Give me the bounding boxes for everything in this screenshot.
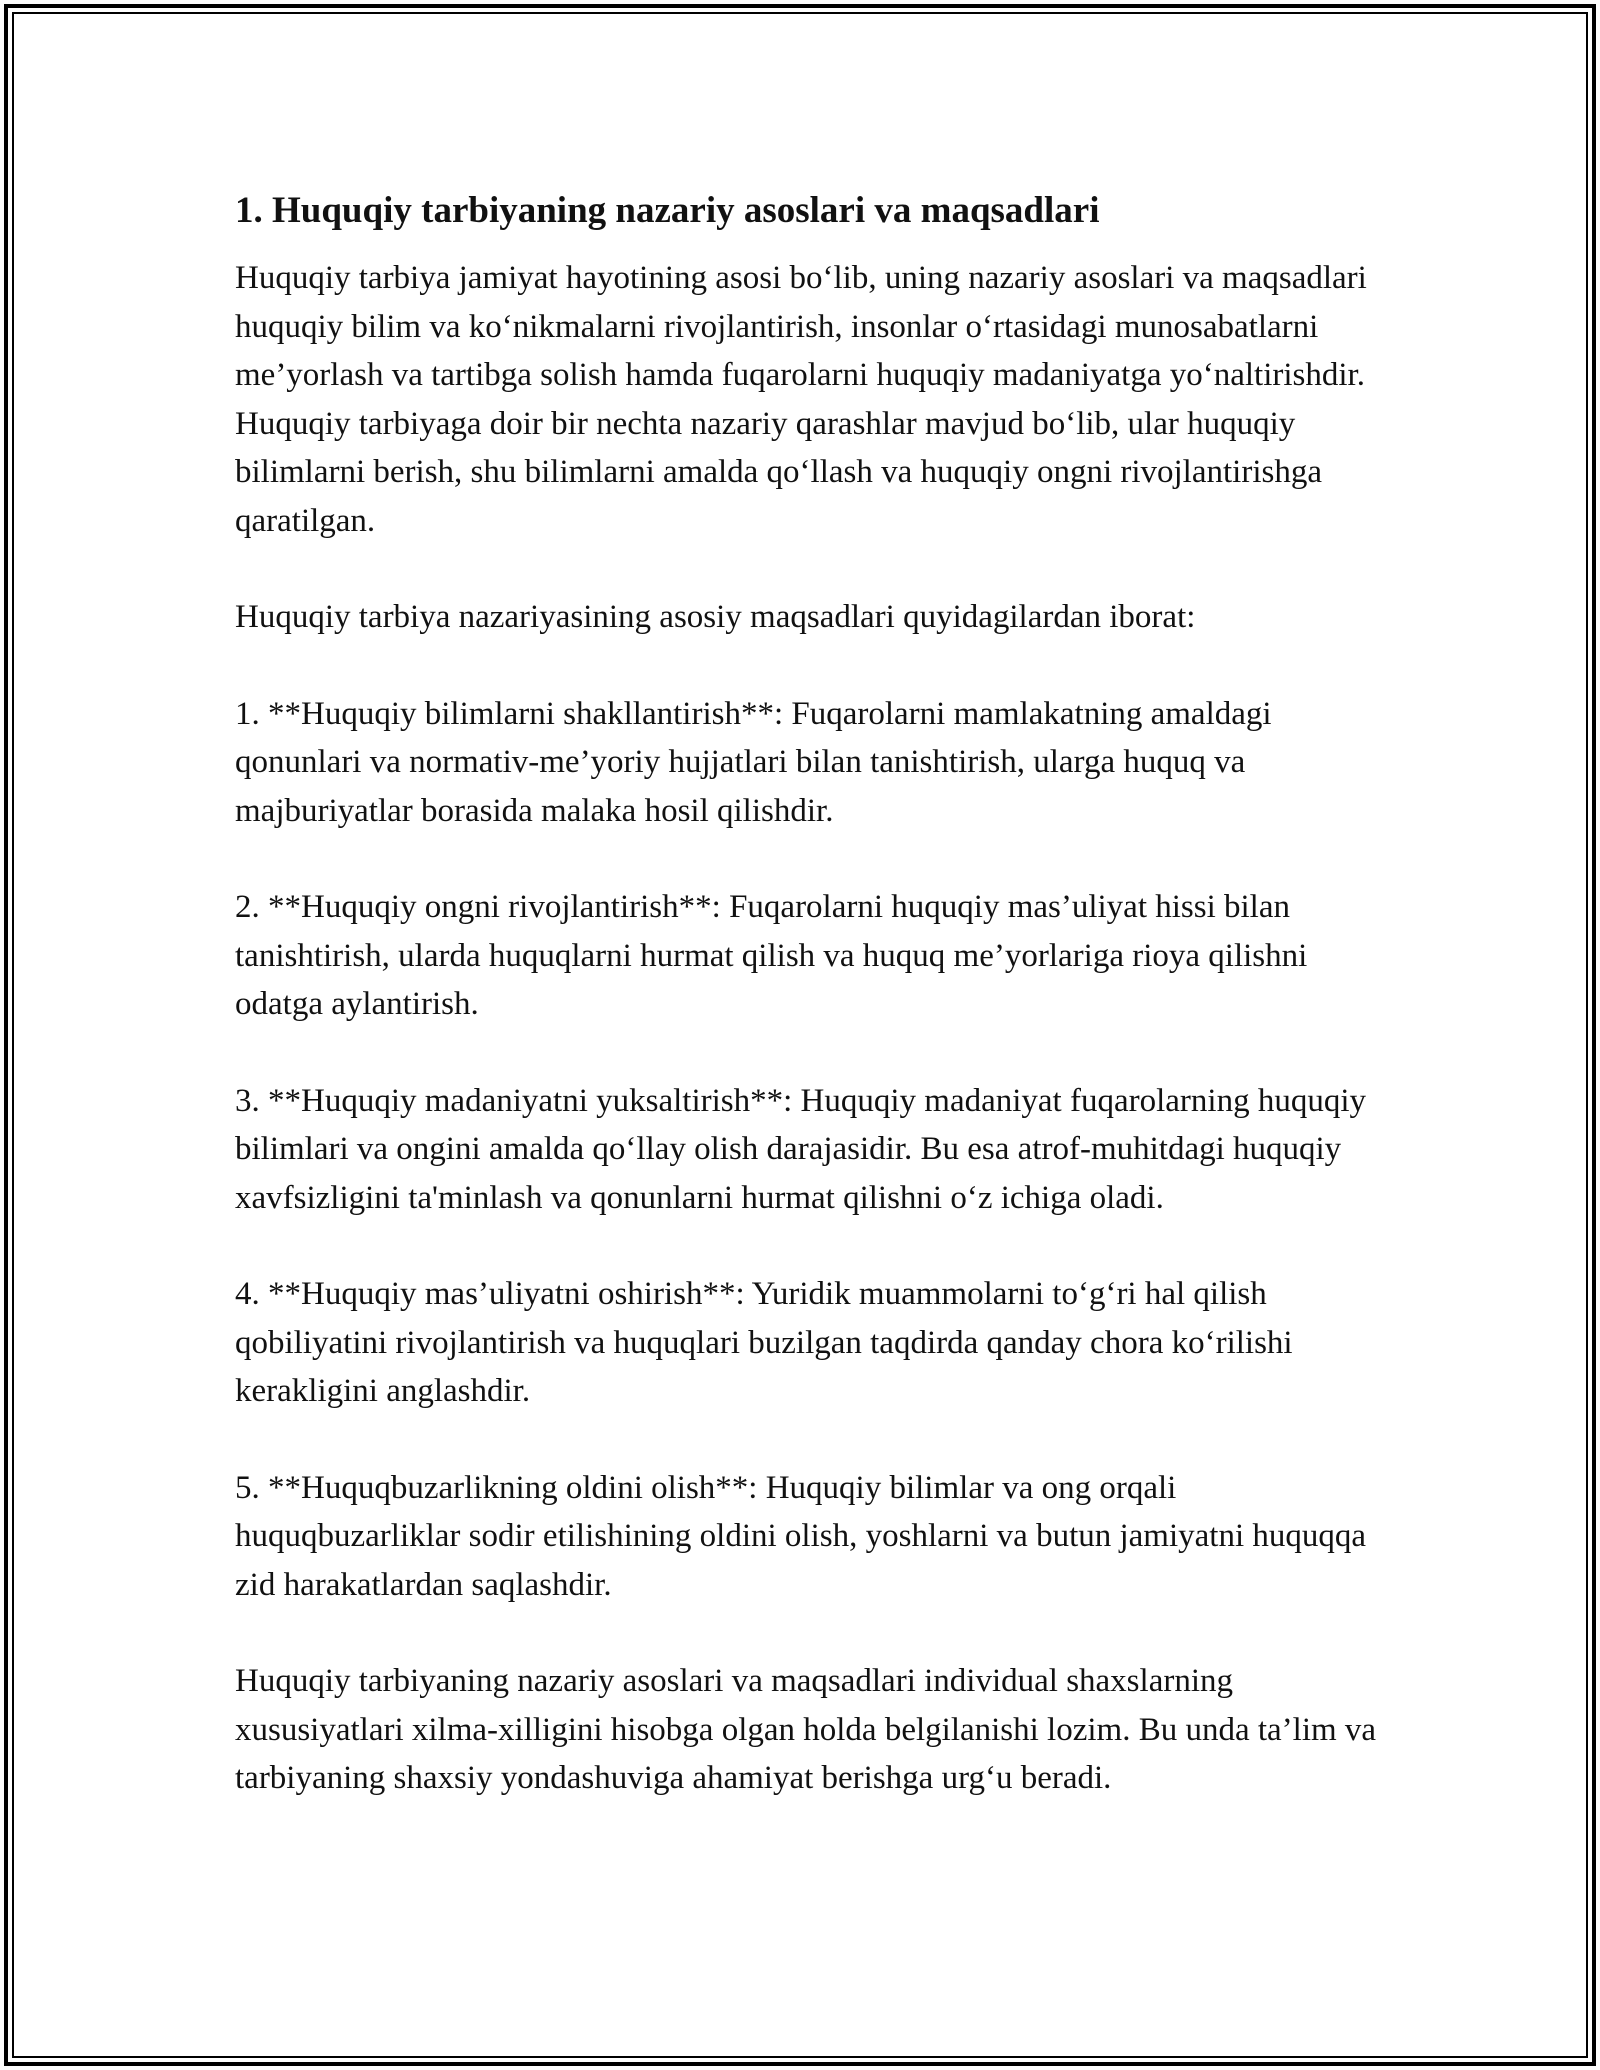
goal-item-1: 1. **Huquqiy bilimlarni shakllantirish**: Fuqarolarni mamlakatning amaldagi qonunlari va normativ-me’yoriy hujjatlari bilan tanishtirish, ularga huquq va majburiyatlar borasida malaka hosil qilishdir. <box>235 695 1272 829</box>
goals-lead-paragraph: Huquqiy tarbiya nazariyasining asosiy maqsadlari quyidagilardan iborat: <box>235 599 1196 635</box>
document-heading: 1. Huquqiy tarbiyaning nazariy asoslari va maqsadlari <box>235 190 1100 231</box>
goal-item-2: 2. **Huquqiy ongni rivojlantirish**: Fuqarolarni huquqiy mas’uliyat hissi bilan tanishtirish, ularda huquqlarni hurmat qilish va huquq me’yorlariga rioya qilishni odatga aylantirish. <box>235 889 1308 1022</box>
conclusion-paragraph: Huquqiy tarbiyaning nazariy asoslari va maqsadlari individual shaxslarning xususiyatlari xilma-xilligini hisobga olgan holda belgilanishi lozim. Bu unda ta’lim va tarbiyaning shaxsiy yondashuviga ahamiyat berishga urg‘u beradi. <box>235 1663 1377 1796</box>
intro-paragraph: Huquqiy tarbiya jamiyat hayotining asosi bo‘lib, uning nazariy asoslari va maqsadlari huquqiy bilim va ko‘nikmalarni rivojlantirish, insonlar o‘rtasidagi munosabatlarni me’yorlash va tartibga solish hamda fuqarolarni huquqiy madaniyatga yo‘naltirishdir. Huquqiy tarbiyaga doir bir nechta nazariy qarashlar mavjud bo‘lib, ular huquqiy bilimlarni berish, shu bilimlarni amalda qo‘llash va huquqiy ongni rivojlantirishga qaratilgan. <box>235 260 1367 539</box>
goal-item-5: 5. **Huquqbuzarlikning oldini olish**: Huquqiy bilimlar va ong orqali huquqbuzarliklar sodir etilishining oldini olish, yoshlarni va butun jamiyatni huquqqa zid harakatlardan saqlashdir. <box>235 1469 1367 1603</box>
goal-item-4: 4. **Huquqiy mas’uliyatni oshirish**: Yuridik muammolarni to‘g‘ri hal qilish qobiliyatini rivojlantirish va huquqlari buzilgan taqdirda qanday chora ko‘rilishi kerakligini anglashdir. <box>235 1276 1293 1409</box>
goal-item-3: 3. **Huquqiy madaniyatni yuksaltirish**: Huquqiy madaniyat fuqarolarning huquqiy bilimlari va ongini amalda qo‘llay olish darajasidir. Bu esa atrof-muhitdagi huquqiy xavfsizligini ta'minlash va qonunlarni hurmat qilishni o‘z ichiga oladi. <box>235 1082 1366 1216</box>
document-body <box>235 186 1380 1851</box>
